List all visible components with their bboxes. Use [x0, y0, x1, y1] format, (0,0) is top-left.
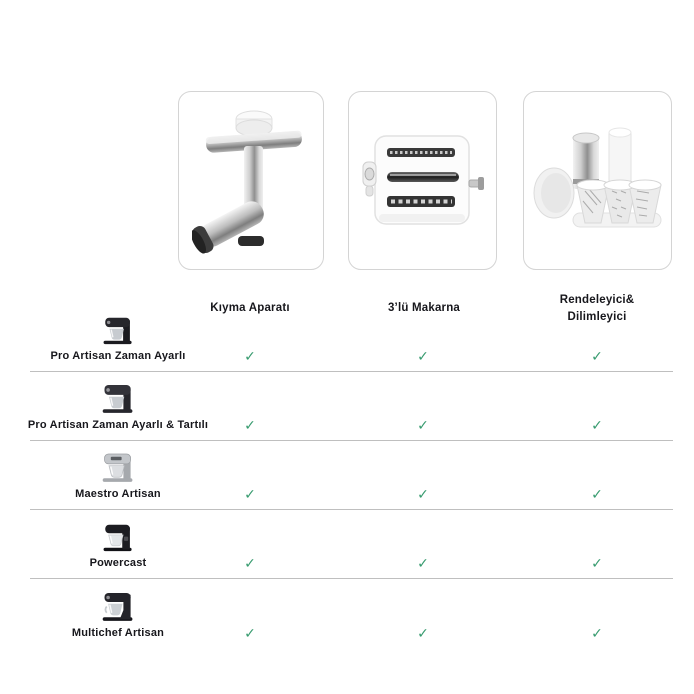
check-icon: ✓ [244, 417, 256, 433]
stand-mixer-glass-bowl-icon [100, 521, 136, 552]
check-icon: ✓ [417, 555, 429, 571]
meat-grinder-image [192, 106, 310, 256]
table-row [30, 579, 673, 648]
grater-slicer-image [533, 127, 663, 235]
table-row [27, 372, 673, 441]
model-label-cell [18, 383, 218, 431]
stand-mixer-black-icon [100, 314, 136, 345]
model-label-cell [18, 521, 218, 569]
check-icon: ✓ [591, 486, 603, 502]
check-icon: ✓ [591, 348, 603, 364]
check-icon: ✓ [244, 486, 256, 502]
check-icon: ✓ [591, 555, 603, 571]
pasta-roller-image [359, 130, 487, 232]
product-card-pasta-roller [348, 91, 497, 270]
model-label-cell [18, 452, 218, 500]
model-label-cell [18, 591, 218, 639]
model-name: Powercast [89, 557, 147, 569]
column-header-3lu-makarna: 3’lü Makarna [387, 302, 461, 314]
check-icon: ✓ [417, 417, 429, 433]
stand-mixer-silver-icon [100, 452, 136, 483]
check-icon: ✓ [417, 486, 429, 502]
model-name: Maestro Artisan [75, 488, 161, 500]
check-icon: ✓ [244, 348, 256, 364]
check-icon: ✓ [417, 348, 429, 364]
column-header-rendeleyici-dilimleyici: Rendeleyici& Dilimleyici [559, 294, 635, 324]
stand-mixer-dark-icon [100, 383, 136, 414]
check-icon: ✓ [244, 625, 256, 641]
model-label-cell [18, 314, 218, 362]
table-row [30, 510, 673, 579]
product-card-meat-grinder [178, 91, 324, 270]
model-name: Pro Artisan Zaman Ayarlı & Tartılı [27, 419, 209, 431]
model-name: Pro Artisan Zaman Ayarlı [50, 350, 186, 362]
check-icon: ✓ [417, 625, 429, 641]
check-icon: ✓ [591, 417, 603, 433]
column-header-kiyma-aparati: Kıyma Aparatı [210, 302, 290, 314]
table-row [30, 296, 673, 372]
check-icon: ✓ [591, 625, 603, 641]
check-icon: ✓ [244, 555, 256, 571]
model-name: Multichef Artisan [71, 627, 165, 639]
product-card-grater-slicer [523, 91, 672, 270]
compatibility-rows [27, 296, 673, 648]
stand-mixer-steel-bowl-icon [100, 591, 136, 622]
table-row [30, 441, 673, 510]
